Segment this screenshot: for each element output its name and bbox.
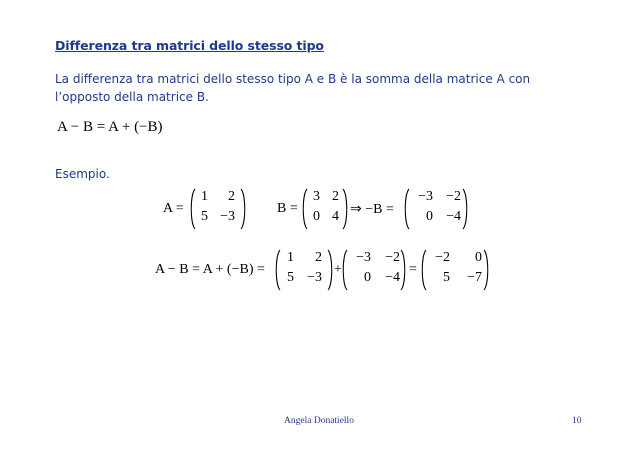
- matrix-cell: 2: [332, 189, 339, 204]
- implies-neg-b: ⇒ −B =: [350, 202, 394, 217]
- matrix-cell: 5: [443, 270, 450, 285]
- matrix-b: [301, 187, 349, 231]
- matrix-cell: 2: [228, 189, 235, 204]
- matrix-cell: 0: [313, 209, 320, 224]
- page-number: 10: [572, 416, 582, 426]
- difference-formula: A − B = A + (−B): [57, 119, 163, 135]
- matrix-cell: 5: [287, 270, 294, 285]
- footer-author: Angela Donatiello: [284, 416, 354, 426]
- matrix-cell: −3: [220, 209, 235, 224]
- matrix-3: [420, 248, 490, 292]
- example-label: Esempio.: [55, 167, 110, 181]
- right-parenthesis: [343, 189, 347, 229]
- slide-title: Differenza tra matrici dello stesso tipo: [55, 38, 324, 53]
- definition-paragraph: La differenza tra matrici dello stesso tipo A e B è la somma della matrice A con l’opposto della matrice B.: [55, 72, 531, 104]
- matrix-cell: 0: [426, 209, 433, 224]
- matrix-cell: 5: [201, 209, 208, 224]
- matrix-cell: −2: [435, 250, 450, 265]
- matrix-cell: −3: [418, 189, 433, 204]
- matrix-cell: 3: [313, 189, 320, 204]
- matrix-a-label: A =: [163, 201, 184, 216]
- matrix-cell: −7: [467, 270, 482, 285]
- right-parenthesis: [484, 250, 488, 290]
- plus-sign: +: [334, 262, 342, 277]
- right-parenthesis: [401, 250, 405, 290]
- equals-sign: =: [409, 262, 417, 277]
- right-parenthesis: [241, 189, 245, 229]
- matrix-cell: −3: [356, 250, 371, 265]
- right-parenthesis: [463, 189, 467, 229]
- matrix-2: [341, 248, 407, 292]
- matrix-cell: −4: [385, 270, 400, 285]
- matrix-cell: −4: [446, 209, 461, 224]
- matrix-cell: 2: [315, 250, 322, 265]
- matrix-cell: 1: [201, 189, 208, 204]
- matrix-b-label: B =: [277, 201, 298, 216]
- matrix-neg-b: [403, 187, 469, 231]
- matrix-cell: −3: [307, 270, 322, 285]
- matrix-cell: 0: [364, 270, 371, 285]
- matrix-cell: −2: [385, 250, 400, 265]
- matrix-cell: 4: [332, 209, 339, 224]
- matrix-1: [274, 248, 334, 292]
- matrix-cell: 0: [475, 250, 482, 265]
- matrix-a: [189, 187, 247, 231]
- difference-expression: A − B = A + (−B) =: [155, 262, 265, 277]
- matrix-cell: 1: [287, 250, 294, 265]
- matrix-cell: −2: [446, 189, 461, 204]
